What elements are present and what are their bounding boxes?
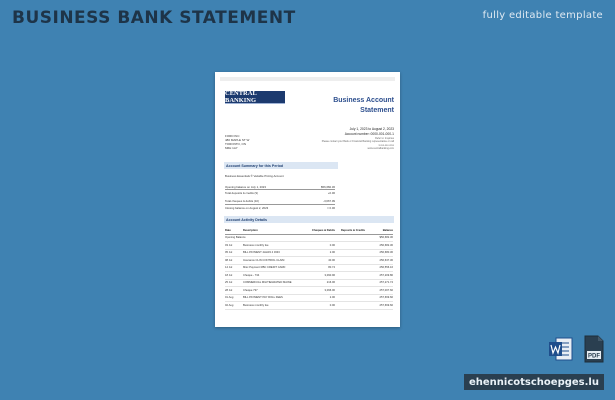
row-description: BILL PAYMENT 4HH33 4 3333	[243, 251, 280, 255]
account-number: Account number: 0000-001-000-1	[344, 132, 394, 136]
site-link[interactable]: ehennicotschoepges.lu	[464, 374, 604, 390]
title-line-1: Business Account	[333, 97, 394, 104]
pdf-doc-icon[interactable]	[583, 335, 605, 363]
column-header: Cheques & Debits	[312, 228, 335, 232]
address-line: M6H 1A7	[225, 146, 238, 150]
activity-table	[225, 227, 393, 310]
row-debit: 2.00	[329, 296, 335, 300]
row-debit: 2.00	[329, 251, 335, 255]
contact-line: www.centralbanking.com	[367, 147, 394, 151]
summary-row	[225, 191, 335, 195]
bank-logo: CENTRAL BANKING	[225, 91, 285, 104]
summary-value: -3,667.09	[323, 199, 335, 203]
table-row	[225, 295, 393, 303]
column-header: Description	[243, 228, 258, 232]
row-description: Cheque - 734	[243, 273, 260, 277]
address-line: 480 MAPLE ST W	[225, 138, 250, 142]
row-balance: 257,669.60	[379, 303, 393, 307]
contact-line: Please contact your Bank or Financial Banking representative or call	[321, 140, 394, 144]
address-line: FORD INC	[225, 134, 240, 138]
row-debit: 80.74	[328, 266, 335, 270]
statement-period: July 1, 2023 to August 2, 2023	[349, 127, 394, 131]
statement-page	[215, 72, 400, 327]
row-balance: 257,669.60	[379, 296, 393, 300]
banner-title: BUSINESS BANK STATEMENT	[12, 8, 296, 28]
contact-line: 1-xxx-xxx-xxxx	[378, 143, 394, 147]
row-date: 02 Aug	[225, 303, 234, 307]
table-row	[225, 250, 393, 258]
summary-value: $56,682.30	[321, 185, 335, 189]
table-row	[225, 235, 393, 243]
row-description: BILL PAYMENT PAY ROLL FEES	[243, 296, 283, 300]
opening-balance: $56,682.30	[379, 236, 393, 240]
row-description: Misc Payment RBC CREDIT CARD	[243, 266, 286, 270]
table-row	[225, 265, 393, 273]
summary-row	[225, 206, 335, 210]
period-block	[322, 127, 394, 151]
table-row	[225, 242, 393, 250]
summary-subheading	[225, 174, 335, 178]
column-header: Balance	[382, 228, 393, 232]
table-row	[225, 287, 393, 295]
column-header: Date	[225, 228, 231, 232]
row-debit: 3,096.00	[324, 288, 335, 292]
summary-divider	[225, 189, 335, 190]
table-header	[225, 227, 393, 235]
summary-label: Opening balance on July 1, 2023	[225, 185, 266, 189]
summary-subheading-text: Business Essentials ® Variable Pricing Account	[225, 174, 284, 178]
row-date: 25 Jul	[225, 281, 233, 285]
summary-row	[225, 199, 335, 203]
summary-value: = 0.00	[327, 206, 335, 210]
row-description: Business monthly fee	[243, 303, 269, 307]
row-balance: 257,271.74	[379, 281, 393, 285]
column-header: Deposits & Credits	[340, 228, 365, 232]
activity-rows	[225, 242, 393, 310]
row-description: Cheque 737	[243, 288, 258, 292]
row-description: Insurance CLIN CONTROL CLAIM	[243, 258, 285, 262]
table-row	[225, 257, 393, 265]
opening-label: Opening Balance	[225, 236, 246, 240]
summary-heading: Account Summary for this Period	[224, 162, 338, 169]
row-date: 03 Jul	[225, 243, 233, 247]
top-rule	[220, 77, 395, 81]
row-date: 14 Jul	[225, 266, 233, 270]
row-balance: 256,556.16	[379, 266, 393, 270]
summary-label: Total cheques & debits (10)	[225, 199, 259, 203]
summary-value: +0.00	[327, 191, 335, 195]
word-doc-icon[interactable]	[548, 336, 574, 362]
row-description: COMMERCIAL MILITIEGRATED MAINE	[243, 281, 292, 285]
row-balance: 257,209.80	[379, 273, 393, 277]
table-row	[225, 280, 393, 288]
summary-label: Total deposits & credits (9)	[225, 191, 258, 195]
row-description: Business monthly fee	[243, 243, 269, 247]
row-debit: 3,090.96	[324, 273, 335, 277]
banner-subtitle: fully editable template	[482, 10, 603, 21]
row-balance: 256,637.30	[379, 258, 393, 262]
row-date: 08 Jul	[225, 258, 233, 262]
svg-text:PDF: PDF	[588, 353, 600, 360]
row-balance: 256,680.30	[379, 251, 393, 255]
row-date: 28 Jul	[225, 288, 233, 292]
row-date: 05 Jul	[225, 251, 233, 255]
summary-label: Closing balance on August 2, 2023	[225, 206, 269, 210]
table-row	[225, 272, 393, 280]
row-balance: 257,007.60	[379, 288, 393, 292]
address-line: TORONTO, ON	[225, 142, 247, 146]
contact-line: Refer to: Inquiries	[375, 137, 394, 140]
row-debit: 0.00	[329, 243, 335, 247]
summary-divider	[225, 204, 335, 205]
table-row	[225, 302, 393, 310]
row-debit: 0.00	[329, 303, 335, 307]
row-debit: 216.06	[326, 281, 335, 285]
row-date: 18 Jul	[225, 273, 233, 277]
row-date: 01 Aug	[225, 296, 234, 300]
activity-heading: Account Activity Details	[224, 216, 394, 223]
customer-address	[225, 134, 249, 150]
row-debit: 40.00	[328, 258, 335, 262]
row-balance: 256,682.30	[379, 243, 393, 247]
title-line-2: Statement	[360, 107, 394, 114]
statement-title	[333, 96, 394, 116]
